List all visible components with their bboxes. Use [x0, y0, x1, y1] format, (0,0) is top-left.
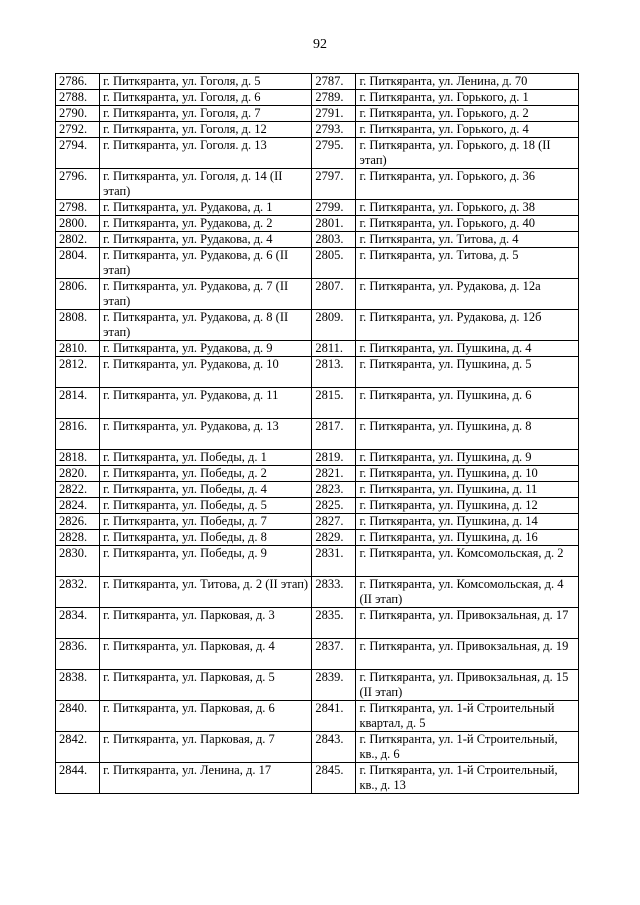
address-left: г. Питкяранта, ул. Рудакова, д. 2: [100, 216, 312, 232]
entry-number-right: 2827.: [312, 514, 356, 530]
entry-number-right: 2841.: [312, 701, 356, 732]
entry-number-left: 2820.: [56, 466, 100, 482]
table-row: [56, 200, 579, 216]
address-left: г. Питкяранта, ул. Победы, д. 9: [100, 546, 312, 577]
table-row: [56, 310, 579, 341]
entry-number-right: 2821.: [312, 466, 356, 482]
table-row: [56, 248, 579, 279]
entry-number-right: 2823.: [312, 482, 356, 498]
address-right: г. Питкяранта, ул. Пушкина, д. 9: [356, 450, 579, 466]
entry-number-left: 2830.: [56, 546, 100, 577]
address-left: г. Питкяранта, ул. Победы, д. 7: [100, 514, 312, 530]
address-right: г. Питкяранта, ул. Титова, д. 4: [356, 232, 579, 248]
entry-number-left: 2840.: [56, 701, 100, 732]
entry-number-left: 2792.: [56, 122, 100, 138]
table-row: [56, 608, 579, 639]
entry-number-right: 2815.: [312, 388, 356, 419]
entry-number-left: 2826.: [56, 514, 100, 530]
address-left: г. Питкяранта, ул. Гоголя, д. 14 (II этап): [100, 169, 312, 200]
address-left: г. Питкяранта, ул. Победы, д. 2: [100, 466, 312, 482]
table-row: [56, 732, 579, 763]
address-right: г. Питкяранта, ул. Пушкина, д. 16: [356, 530, 579, 546]
address-table: [55, 73, 579, 794]
address-left: г. Питкяранта, ул. Ленина, д. 17: [100, 763, 312, 794]
table-row: [56, 388, 579, 419]
address-right: г. Питкяранта, ул. Ленина, д. 70: [356, 74, 579, 90]
address-left: г. Питкяранта, ул. Гоголя. д. 13: [100, 138, 312, 169]
entry-number-left: 2810.: [56, 341, 100, 357]
address-right: г. Питкяранта, ул. Горького, д. 36: [356, 169, 579, 200]
table-row: [56, 530, 579, 546]
address-left: г. Питкяранта, ул. Победы, д. 4: [100, 482, 312, 498]
entry-number-right: 2811.: [312, 341, 356, 357]
address-left: г. Питкяранта, ул. Парковая, д. 3: [100, 608, 312, 639]
address-right: г. Питкяранта, ул. Титова, д. 5: [356, 248, 579, 279]
table-row: [56, 341, 579, 357]
entry-number-right: 2819.: [312, 450, 356, 466]
entry-number-left: 2838.: [56, 670, 100, 701]
address-left: г. Питкяранта, ул. Титова, д. 2 (II этап): [100, 577, 312, 608]
address-right: г. Питкяранта, ул. 1-й Строительный квартал, д. 5: [356, 701, 579, 732]
entry-number-left: 2816.: [56, 419, 100, 450]
address-left: г. Питкяранта, ул. Рудакова, д. 1: [100, 200, 312, 216]
entry-number-right: 2833.: [312, 577, 356, 608]
address-left: г. Питкяранта, ул. Гоголя, д. 5: [100, 74, 312, 90]
address-right: г. Питкяранта, ул. Комсомольская, д. 4 (II этап): [356, 577, 579, 608]
entry-number-left: 2802.: [56, 232, 100, 248]
entry-number-left: 2842.: [56, 732, 100, 763]
entry-number-left: 2796.: [56, 169, 100, 200]
address-left: г. Питкяранта, ул. Рудакова, д. 8 (II этап): [100, 310, 312, 341]
address-right: г. Питкяранта, ул. Пушкина, д. 8: [356, 419, 579, 450]
table-row: [56, 763, 579, 794]
address-left: г. Питкяранта, ул. Гоголя, д. 6: [100, 90, 312, 106]
entry-number-left: 2798.: [56, 200, 100, 216]
address-right: г. Питкяранта, ул. Пушкина, д. 6: [356, 388, 579, 419]
table-row: [56, 169, 579, 200]
entry-number-right: 2845.: [312, 763, 356, 794]
table-row: [56, 122, 579, 138]
address-right: г. Питкяранта, ул. Комсомольская, д. 2: [356, 546, 579, 577]
address-right: г. Питкяранта, ул. Пушкина, д. 14: [356, 514, 579, 530]
entry-number-left: 2822.: [56, 482, 100, 498]
entry-number-right: 2807.: [312, 279, 356, 310]
address-right: г. Питкяранта, ул. Привокзальная, д. 19: [356, 639, 579, 670]
table-row: [56, 514, 579, 530]
table-row: [56, 74, 579, 90]
address-right: г. Питкяранта, ул. 1-й Строительный, кв., д. 13: [356, 763, 579, 794]
entry-number-right: 2797.: [312, 169, 356, 200]
address-right: г. Питкяранта, ул. Пушкина, д. 10: [356, 466, 579, 482]
entry-number-right: 2795.: [312, 138, 356, 169]
table-row: [56, 90, 579, 106]
address-left: г. Питкяранта, ул. Парковая, д. 6: [100, 701, 312, 732]
address-right: г. Питкяранта, ул. Пушкина, д. 4: [356, 341, 579, 357]
address-right: г. Питкяранта, ул. Рудакова, д. 12а: [356, 279, 579, 310]
address-right: г. Питкяранта, ул. Рудакова, д. 12б: [356, 310, 579, 341]
address-left: г. Питкяранта, ул. Рудакова, д. 10: [100, 357, 312, 388]
entry-number-left: 2828.: [56, 530, 100, 546]
table-row: [56, 138, 579, 169]
address-left: г. Питкяранта, ул. Парковая, д. 4: [100, 639, 312, 670]
table-row: [56, 216, 579, 232]
entry-number-right: 2817.: [312, 419, 356, 450]
entry-number-left: 2794.: [56, 138, 100, 169]
address-right: г. Питкяранта, ул. Горького, д. 40: [356, 216, 579, 232]
address-right: г. Питкяранта, ул. Горького, д. 4: [356, 122, 579, 138]
entry-number-right: 2825.: [312, 498, 356, 514]
entry-number-right: 2835.: [312, 608, 356, 639]
table-row: [56, 466, 579, 482]
table-row: [56, 577, 579, 608]
address-left: г. Питкяранта, ул. Рудакова, д. 11: [100, 388, 312, 419]
address-left: г. Питкяранта, ул. Победы, д. 1: [100, 450, 312, 466]
address-right: г. Питкяранта, ул. Пушкина, д. 5: [356, 357, 579, 388]
table-row: [56, 639, 579, 670]
table-row: [56, 232, 579, 248]
address-left: г. Питкяранта, ул. Победы, д. 5: [100, 498, 312, 514]
table-row: [56, 498, 579, 514]
address-left: г. Питкяранта, ул. Рудакова, д. 13: [100, 419, 312, 450]
table-row: [56, 279, 579, 310]
entry-number-right: 2789.: [312, 90, 356, 106]
address-left: г. Питкяранта, ул. Победы, д. 8: [100, 530, 312, 546]
entry-number-right: 2831.: [312, 546, 356, 577]
entry-number-left: 2834.: [56, 608, 100, 639]
entry-number-right: 2813.: [312, 357, 356, 388]
entry-number-left: 2806.: [56, 279, 100, 310]
entry-number-right: 2837.: [312, 639, 356, 670]
address-right: г. Питкяранта, ул. Пушкина, д. 11: [356, 482, 579, 498]
entry-number-left: 2836.: [56, 639, 100, 670]
entry-number-right: 2787.: [312, 74, 356, 90]
page-number: 92: [313, 37, 327, 52]
address-left: г. Питкяранта, ул. Рудакова, д. 4: [100, 232, 312, 248]
entry-number-left: 2814.: [56, 388, 100, 419]
entry-number-right: 2791.: [312, 106, 356, 122]
address-right: г. Питкяранта, ул. Горького, д. 1: [356, 90, 579, 106]
entry-number-right: 2793.: [312, 122, 356, 138]
entry-number-right: 2809.: [312, 310, 356, 341]
address-left: г. Питкяранта, ул. Гоголя, д. 7: [100, 106, 312, 122]
entry-number-right: 2801.: [312, 216, 356, 232]
address-right: г. Питкяранта, ул. Горького, д. 18 (II этап): [356, 138, 579, 169]
table-row: [56, 419, 579, 450]
entry-number-right: 2805.: [312, 248, 356, 279]
entry-number-left: 2788.: [56, 90, 100, 106]
entry-number-left: 2832.: [56, 577, 100, 608]
table-row: [56, 670, 579, 701]
entry-number-right: 2843.: [312, 732, 356, 763]
entry-number-left: 2824.: [56, 498, 100, 514]
address-left: г. Питкяранта, ул. Рудакова, д. 7 (II этап): [100, 279, 312, 310]
entry-number-left: 2790.: [56, 106, 100, 122]
entry-number-right: 2799.: [312, 200, 356, 216]
address-left: г. Питкяранта, ул. Рудакова, д. 9: [100, 341, 312, 357]
address-right: г. Питкяранта, ул. 1-й Строительный, кв., д. 6: [356, 732, 579, 763]
address-right: г. Питкяранта, ул. Пушкина, д. 12: [356, 498, 579, 514]
table-row: [56, 450, 579, 466]
table-row: [56, 482, 579, 498]
address-right: г. Питкяранта, ул. Горького, д. 38: [356, 200, 579, 216]
entry-number-left: 2800.: [56, 216, 100, 232]
entry-number-right: 2803.: [312, 232, 356, 248]
entry-number-right: 2839.: [312, 670, 356, 701]
entry-number-left: 2804.: [56, 248, 100, 279]
table-row: [56, 701, 579, 732]
entry-number-left: 2818.: [56, 450, 100, 466]
entry-number-left: 2844.: [56, 763, 100, 794]
address-left: г. Питкяранта, ул. Парковая, д. 5: [100, 670, 312, 701]
address-left: г. Питкяранта, ул. Парковая, д. 7: [100, 732, 312, 763]
address-left: г. Питкяранта, ул. Гоголя, д. 12: [100, 122, 312, 138]
address-right: г. Питкяранта, ул. Привокзальная, д. 15 (II этап): [356, 670, 579, 701]
table-row: [56, 546, 579, 577]
entry-number-right: 2829.: [312, 530, 356, 546]
address-right: г. Питкяранта, ул. Горького, д. 2: [356, 106, 579, 122]
table-row: [56, 357, 579, 388]
address-right: г. Питкяранта, ул. Привокзальная, д. 17: [356, 608, 579, 639]
entry-number-left: 2812.: [56, 357, 100, 388]
table-row: [56, 106, 579, 122]
entry-number-left: 2808.: [56, 310, 100, 341]
address-left: г. Питкяранта, ул. Рудакова, д. 6 (II этап): [100, 248, 312, 279]
entry-number-left: 2786.: [56, 74, 100, 90]
